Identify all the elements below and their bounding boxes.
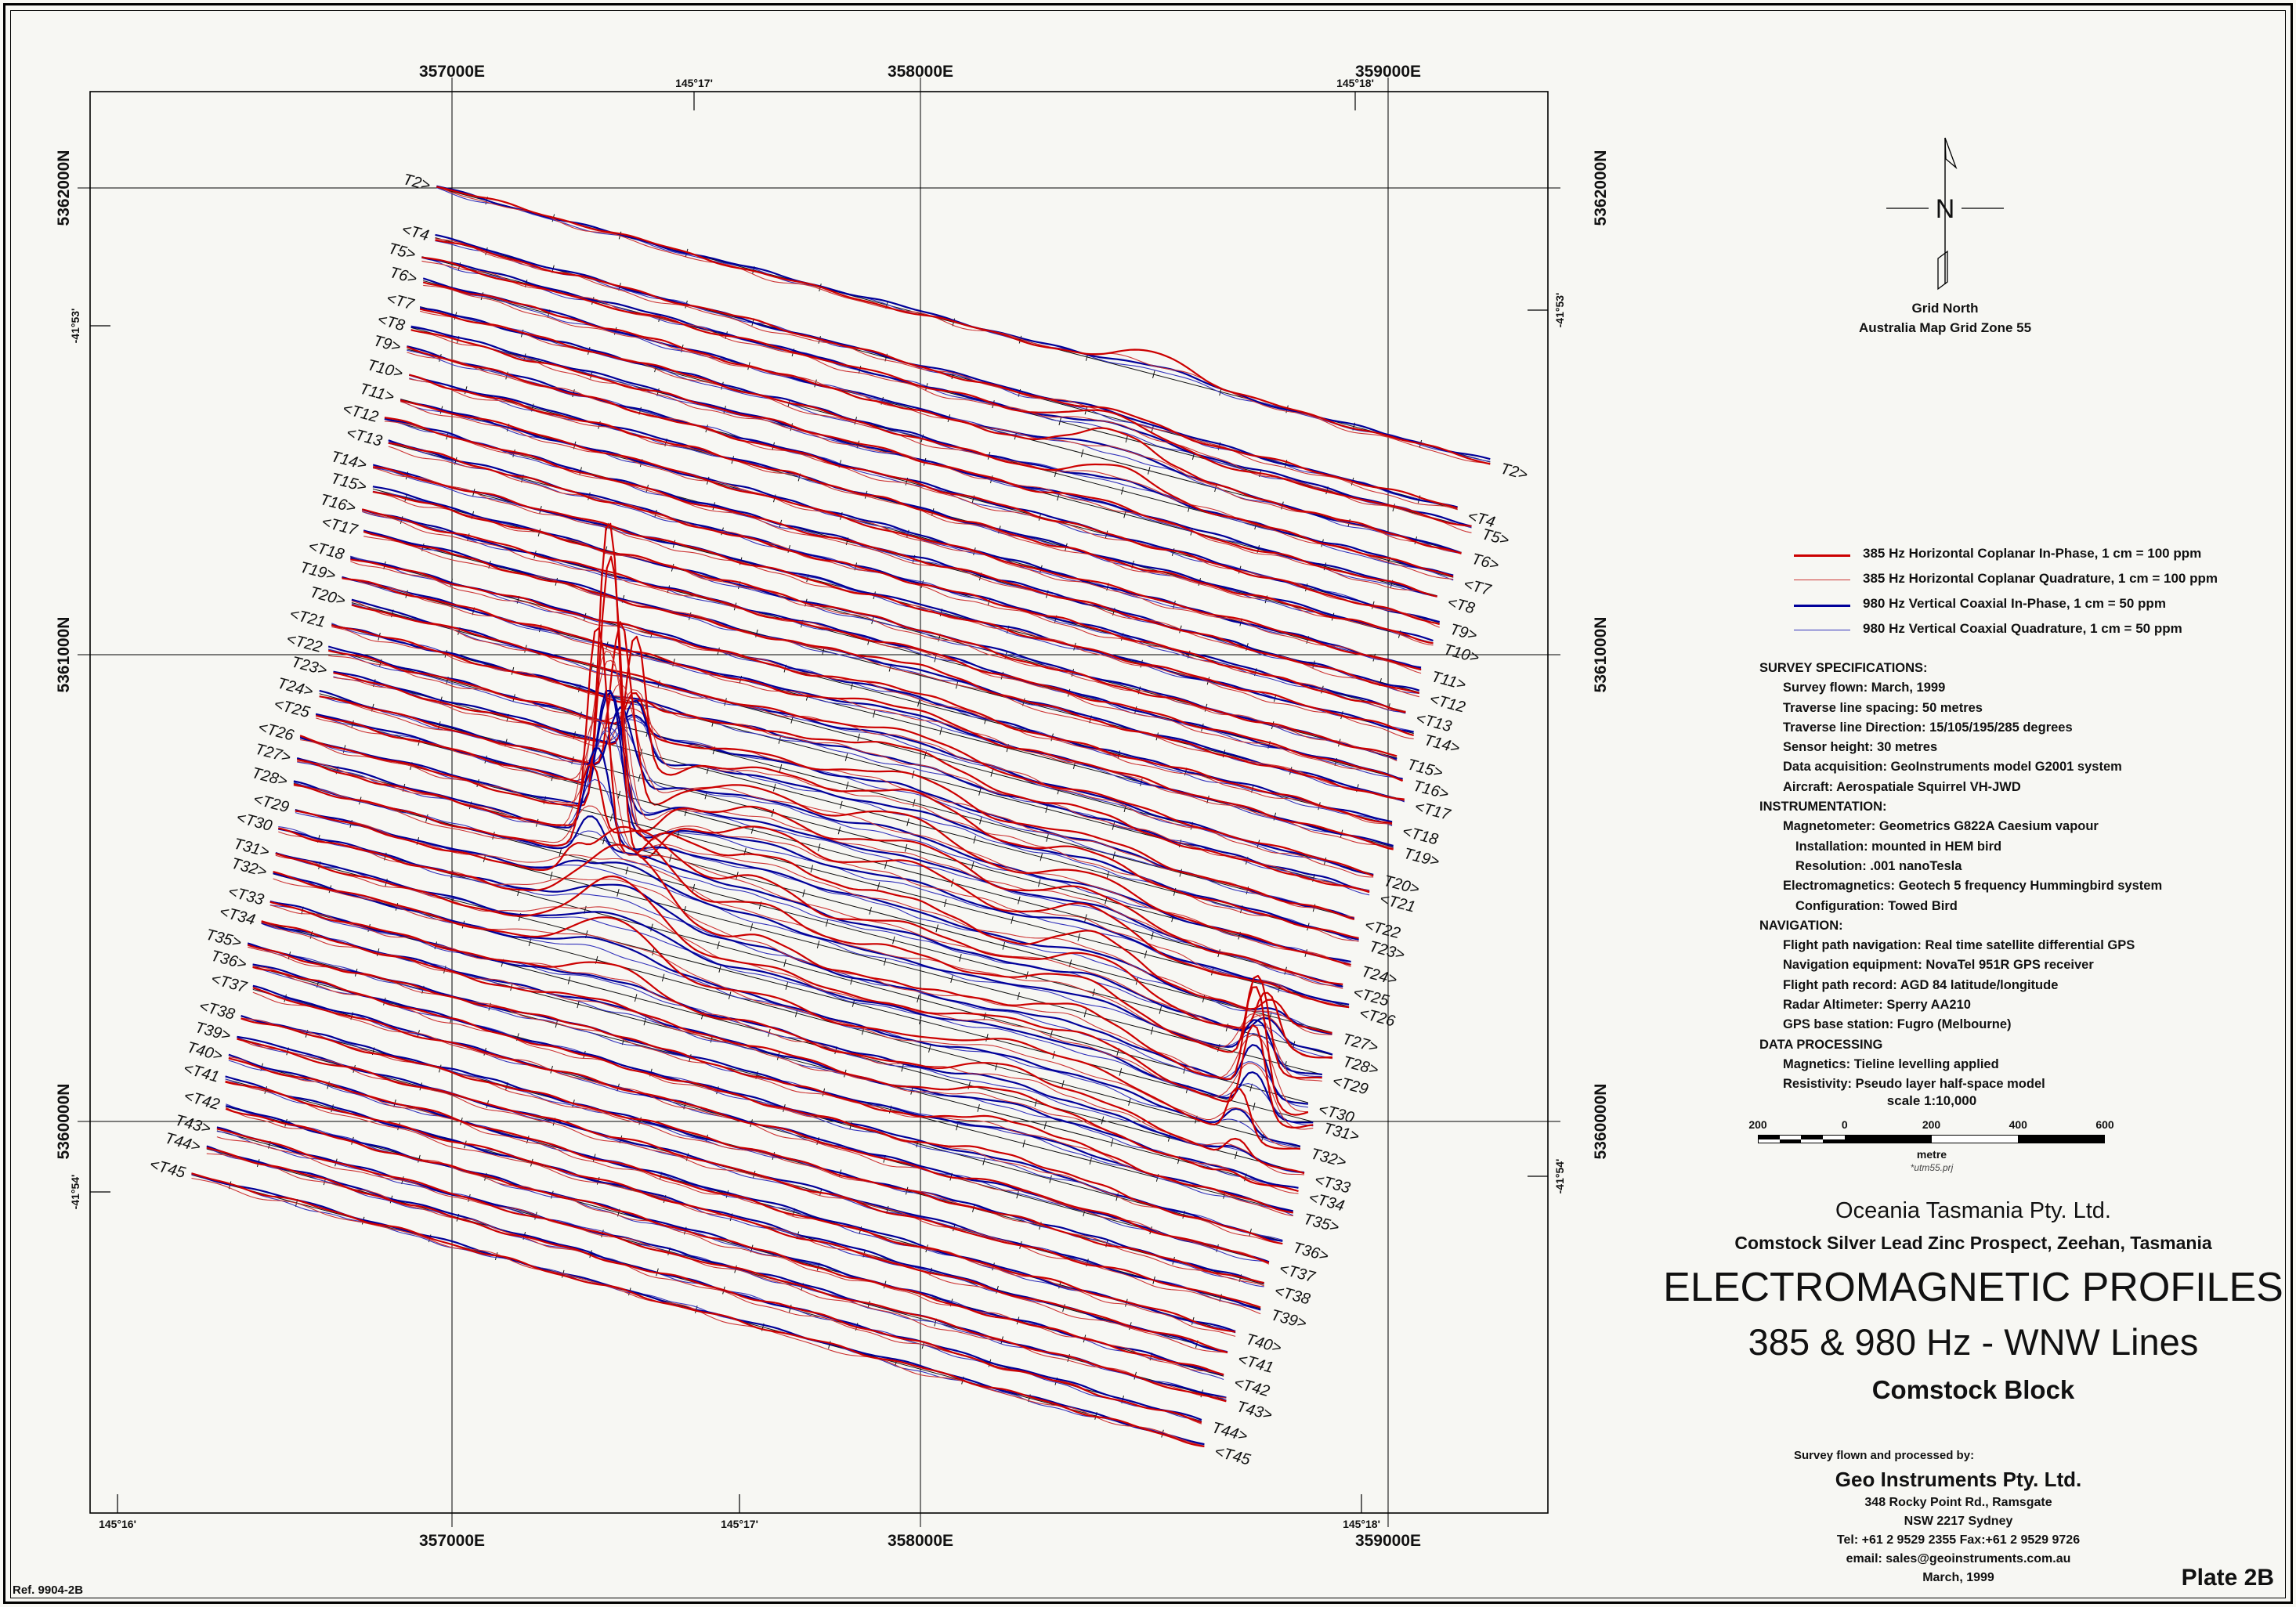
legend-item bbox=[1794, 619, 2233, 644]
flight-line-label-left: <T4 bbox=[400, 221, 431, 245]
em-profile-curve bbox=[334, 677, 1359, 941]
legend-item bbox=[1794, 594, 2233, 619]
flight-line-label-left: <T34 bbox=[217, 903, 258, 930]
em-profile-curve bbox=[350, 559, 1392, 823]
easting-label-bottom: 358000E bbox=[887, 1532, 954, 1550]
flight-line-label-left: T40> bbox=[185, 1038, 225, 1065]
latitude-label-left: -41°53' bbox=[69, 308, 81, 344]
north-arrow-subtitle: Australia Map Grid Zone 55 bbox=[1858, 320, 2032, 335]
northing-label-left: 5360000N bbox=[55, 1083, 73, 1160]
flight-line-label-left: T23> bbox=[289, 653, 329, 680]
em-profile-curve bbox=[334, 677, 1359, 941]
flight-line-label-right: T2> bbox=[1499, 460, 1530, 484]
em-profile-curve bbox=[320, 622, 1351, 965]
spec-line: Aircraft: Aerospatiale Squirrel VH-JWD bbox=[1783, 779, 2021, 794]
flight-line-label-left: T15> bbox=[329, 470, 369, 497]
flight-line-label-right: T15> bbox=[1405, 756, 1445, 782]
flight-line-label-right: T36> bbox=[1291, 1239, 1331, 1266]
spec-line: Traverse line Direction: 15/105/195/285 degrees bbox=[1783, 720, 2073, 735]
flight-line-label-right: T31> bbox=[1322, 1119, 1361, 1146]
flight-line-label-left: <T42 bbox=[182, 1087, 222, 1114]
flight-line-label-left: <T22 bbox=[284, 630, 324, 656]
easting-label-bottom: 359000E bbox=[1354, 1532, 1422, 1550]
flight-line-label-left: T19> bbox=[298, 558, 338, 585]
spec-line: NAVIGATION: bbox=[1759, 918, 1843, 933]
flight-line-label-right: <T8 bbox=[1445, 594, 1477, 618]
producer-phone: Tel: +61 2 9529 2355 Fax:+61 2 9529 9726 bbox=[1836, 1533, 2081, 1547]
plate-title: ELECTROMAGNETIC PROFILES bbox=[1663, 1265, 2283, 1310]
em-profile-curve bbox=[295, 811, 1322, 1078]
em-profile-curve bbox=[192, 1179, 1205, 1446]
easting-label-bottom: 357000E bbox=[418, 1532, 486, 1550]
spec-line: SURVEY SPECIFICATIONS: bbox=[1759, 661, 1928, 675]
spec-line: Electromagnetics: Geotech 5 frequency Hummingbird system bbox=[1783, 879, 2163, 894]
plate-number: Plate 2B bbox=[2181, 1565, 2274, 1591]
longitude-label-bottom: 145°16' bbox=[99, 1518, 136, 1530]
flight-line-label-right: T5> bbox=[1480, 525, 1511, 550]
northing-label-right: 5361000N bbox=[1592, 616, 1610, 693]
longitude-label-bottom: 145°18' bbox=[1343, 1518, 1380, 1530]
flight-line-label-right: T11> bbox=[1429, 668, 1468, 694]
flight-line-label-right: <T30 bbox=[1316, 1100, 1356, 1127]
flight-line-label-right: <T13 bbox=[1414, 710, 1454, 736]
flight-line-label-left: T6> bbox=[388, 264, 419, 288]
plate-subtitle: 385 & 980 Hz - WNW Lines bbox=[1748, 1321, 2199, 1363]
flight-line-label-right: T27> bbox=[1340, 1030, 1380, 1056]
north-letter: N bbox=[1935, 194, 1955, 224]
flight-line-label-right: T14> bbox=[1422, 731, 1462, 757]
easting-label-top: 358000E bbox=[887, 63, 954, 81]
flight-line-label-left: <T30 bbox=[234, 808, 274, 836]
northing-label-right: 5360000N bbox=[1592, 1083, 1610, 1160]
spec-line: Flight path record: AGD 84 latitude/longitude bbox=[1783, 977, 2059, 992]
map-frame bbox=[90, 92, 1548, 1513]
block-name: Comstock Block bbox=[1871, 1375, 2075, 1404]
flight-line-label-right: <T26 bbox=[1357, 1004, 1397, 1031]
legend-label: 385 Hz Horizontal Coplanar In-Phase, 1 cm = 100 ppm bbox=[1863, 546, 2202, 561]
spec-line: Survey flown: March, 1999 bbox=[1783, 681, 1946, 695]
legend bbox=[1794, 543, 2233, 647]
company-name: Oceania Tasmania Pty. Ltd. bbox=[1835, 1198, 2111, 1223]
flight-line-label-right: T43> bbox=[1235, 1398, 1275, 1425]
latitude-label-left: -41°54' bbox=[69, 1174, 81, 1210]
flight-line-label-right: <T42 bbox=[1231, 1374, 1272, 1401]
northing-label-left: 5361000N bbox=[55, 616, 73, 693]
flight-line-label-left: <T18 bbox=[306, 537, 346, 564]
flight-line-label-left: T11> bbox=[357, 380, 396, 406]
flight-line-label-right: T35> bbox=[1301, 1210, 1341, 1237]
flight-line-label-right: T6> bbox=[1470, 550, 1501, 575]
spec-line: Resistivity: Pseudo layer half-space model bbox=[1783, 1077, 2045, 1092]
flight-line-label-left: <T33 bbox=[226, 883, 266, 909]
flight-line-label-right: <T4 bbox=[1466, 507, 1497, 532]
em-profile-curve bbox=[207, 1154, 1202, 1424]
flight-line-label-right: <T34 bbox=[1307, 1189, 1347, 1215]
flight-line-label-right: <T12 bbox=[1427, 690, 1467, 717]
projection-note: *utm55.prj bbox=[1910, 1162, 1954, 1173]
flight-line-label-right: <T17 bbox=[1412, 798, 1452, 824]
flight-line-label-left: T20> bbox=[308, 583, 348, 610]
flight-line-label-right: <T33 bbox=[1312, 1171, 1352, 1197]
legend-line-swatch bbox=[1794, 554, 1850, 557]
producer-name: Geo Instruments Pty. Ltd. bbox=[1835, 1468, 2082, 1491]
flight-line-label-left: <T29 bbox=[251, 790, 291, 817]
flight-line-label-left: T5> bbox=[386, 240, 418, 264]
spec-line: Traverse line spacing: 50 metres bbox=[1783, 700, 1983, 715]
north-arrow-bottom-flag bbox=[1938, 251, 1947, 289]
flight-line-label-left: T14> bbox=[329, 448, 369, 474]
flight-line-label-left: T35> bbox=[204, 926, 244, 952]
flight-line-label-right: T23> bbox=[1367, 937, 1407, 964]
em-profile-curve bbox=[229, 1055, 1235, 1331]
flight-line-label-right: <T41 bbox=[1235, 1350, 1276, 1378]
flight-line-label-right: T10> bbox=[1441, 641, 1481, 667]
flight-line-label-right: <T29 bbox=[1330, 1072, 1370, 1099]
prospect-name: Comstock Silver Lead Zinc Prospect, Zeehan, Tasmania bbox=[1734, 1233, 2212, 1253]
reference-label: Ref. 9904-2B bbox=[13, 1584, 84, 1597]
flight-line-label-left: <T41 bbox=[181, 1060, 222, 1086]
flight-line-label-left: <T12 bbox=[340, 399, 381, 427]
em-profile-curve bbox=[421, 258, 1471, 526]
northing-label-right: 5362000N bbox=[1592, 150, 1610, 226]
flight-line-label-left: T16> bbox=[318, 491, 358, 517]
flight-line-label-left: T10> bbox=[365, 356, 405, 383]
flight-line-label-right: <T25 bbox=[1350, 984, 1391, 1010]
spec-line: Configuration: Towed Bird bbox=[1795, 898, 1958, 913]
flight-line-label-left: <T26 bbox=[256, 718, 296, 745]
flight-line-label-right: T32> bbox=[1308, 1145, 1348, 1172]
spec-line: Magnetometer: Geometrics G822A Caesium vapour bbox=[1783, 819, 2099, 834]
legend-label: 980 Hz Vertical Coaxial In-Phase, 1 cm = 50 ppm bbox=[1863, 596, 2166, 611]
flight-line-label-right: <T22 bbox=[1362, 916, 1402, 943]
spec-line: Data acquisition: GeoInstruments model G2001 system bbox=[1783, 760, 2122, 775]
flight-line-label-right: T16> bbox=[1411, 777, 1451, 804]
longitude-label-top: 145°18' bbox=[1336, 77, 1374, 89]
flight-line-label-right: T40> bbox=[1243, 1331, 1284, 1357]
flight-line-label-left: <T8 bbox=[375, 311, 407, 335]
scale-tick-label: 0 bbox=[1841, 1118, 1848, 1131]
flight-line-label-left: T24> bbox=[275, 674, 315, 701]
flight-line-label-left: <T37 bbox=[208, 970, 249, 997]
flight-line-label-left: <T25 bbox=[272, 695, 312, 722]
em-profile-curve bbox=[352, 604, 1373, 876]
producer-address1: 348 Rocky Point Rd., Ramsgate bbox=[1864, 1496, 2052, 1509]
legend-item bbox=[1794, 543, 2233, 569]
flight-line-label-left: T44> bbox=[162, 1129, 203, 1156]
flight-line-label-right: <T45 bbox=[1213, 1443, 1253, 1469]
spec-line: DATA PROCESSING bbox=[1759, 1037, 1883, 1052]
scale-unit: metre bbox=[1916, 1148, 1947, 1161]
flight-line-label-left: T2> bbox=[401, 171, 432, 195]
flight-line-label-right: <T21 bbox=[1377, 890, 1418, 916]
scale-tick-label: 600 bbox=[2095, 1118, 2114, 1131]
em-profile-curve bbox=[248, 947, 1293, 1215]
scale-tick-label: 200 bbox=[1922, 1118, 1941, 1131]
latitude-label-right: -41°53' bbox=[1553, 292, 1566, 328]
legend-label: 980 Hz Vertical Coaxial Quadrature, 1 cm = 50 ppm bbox=[1863, 621, 2182, 636]
latitude-label-right: -41°54' bbox=[1553, 1158, 1566, 1194]
flight-line-label-left: <T38 bbox=[197, 997, 237, 1024]
em-profile-curve bbox=[436, 186, 1490, 460]
spec-line: Sensor height: 30 metres bbox=[1783, 740, 1938, 755]
scale-title: scale 1:10,000 bbox=[1886, 1093, 1977, 1108]
producer-date: March, 1999 bbox=[1922, 1571, 1994, 1584]
spec-line: Radar Altimeter: Sperry AA210 bbox=[1783, 998, 1971, 1013]
flight-line-label-left: T43> bbox=[172, 1111, 213, 1138]
flight-line-label-left: T36> bbox=[208, 947, 249, 973]
flight-line-label-left: T28> bbox=[249, 764, 290, 791]
spec-line: Flight path navigation: Real time satellite differential GPS bbox=[1783, 938, 2135, 953]
legend-line-swatch bbox=[1794, 605, 1850, 607]
em-profile-curve bbox=[300, 524, 1349, 1007]
flight-line-label-right: <T37 bbox=[1277, 1260, 1317, 1287]
spec-line: Magnetics: Tieline levelling applied bbox=[1783, 1056, 1999, 1071]
flight-line-label-left: T27> bbox=[253, 740, 293, 767]
easting-label-top: 357000E bbox=[418, 63, 486, 81]
flight-line-label-right: T24> bbox=[1359, 962, 1399, 989]
spec-line: GPS base station: Fugro (Melbourne) bbox=[1783, 1017, 2012, 1032]
north-arrow-title: Grid North bbox=[1911, 301, 1979, 316]
flight-line-label-right: T19> bbox=[1401, 844, 1441, 871]
scale-bar-outline bbox=[1758, 1135, 2105, 1143]
flight-line-label-left: T31> bbox=[231, 835, 272, 861]
spec-line: Installation: mounted in HEM bird bbox=[1795, 839, 2002, 854]
producer-address2: NSW 2217 Sydney bbox=[1904, 1515, 2013, 1528]
em-profile-curve bbox=[226, 1082, 1228, 1353]
flight-line-label-left: <T13 bbox=[344, 424, 385, 450]
flight-line-label-left: T9> bbox=[371, 332, 403, 356]
spec-line: Navigation equipment: NovaTel 951R GPS receiver bbox=[1783, 958, 2094, 973]
legend-item bbox=[1794, 569, 2233, 594]
spec-line: Resolution: .001 nanoTesla bbox=[1795, 858, 1962, 873]
survey-specifications bbox=[1759, 659, 2162, 1095]
flight-line-label-right: T39> bbox=[1268, 1306, 1309, 1333]
em-profile-curve bbox=[350, 558, 1392, 822]
flight-line-label-left: T32> bbox=[229, 854, 269, 881]
north-arrow-top-flag bbox=[1945, 138, 1956, 168]
legend-label: 385 Hz Horizontal Coplanar Quadrature, 1 cm = 100 ppm bbox=[1863, 571, 2218, 586]
flight-line-label-left: <T21 bbox=[287, 605, 327, 631]
flight-line-label-left: <T7 bbox=[384, 290, 416, 314]
flight-line-label-right: <T38 bbox=[1272, 1282, 1312, 1309]
flight-line-label-right: T20> bbox=[1381, 872, 1422, 899]
flight-line-label-right: T28> bbox=[1340, 1053, 1380, 1079]
flight-line-label-right: <T7 bbox=[1461, 575, 1493, 600]
flight-line-label-right: T9> bbox=[1448, 620, 1479, 645]
scale-tick-label: 400 bbox=[2009, 1118, 2027, 1131]
scale-tick-label: 200 bbox=[1748, 1118, 1767, 1131]
producer-intro: Survey flown and processed by: bbox=[1794, 1449, 1975, 1462]
flight-line-label-right: <T18 bbox=[1400, 822, 1440, 849]
flight-line-label-left: T39> bbox=[193, 1019, 233, 1045]
flight-line-label-left: <T17 bbox=[320, 513, 360, 540]
easting-label-top: 359000E bbox=[1354, 63, 1422, 81]
longitude-label-bottom: 145°17' bbox=[721, 1518, 758, 1530]
em-profile-curve bbox=[373, 467, 1414, 735]
spec-line: INSTRUMENTATION: bbox=[1759, 800, 1887, 814]
flight-line-label-left: <T45 bbox=[147, 1155, 187, 1183]
longitude-label-top: 145°17' bbox=[675, 77, 713, 89]
producer-email: email: sales@geoinstruments.com.au bbox=[1846, 1552, 2071, 1565]
flight-line-label-right: T44> bbox=[1209, 1419, 1249, 1446]
em-profile-curve bbox=[278, 832, 1308, 1112]
northing-label-left: 5362000N bbox=[55, 150, 73, 226]
